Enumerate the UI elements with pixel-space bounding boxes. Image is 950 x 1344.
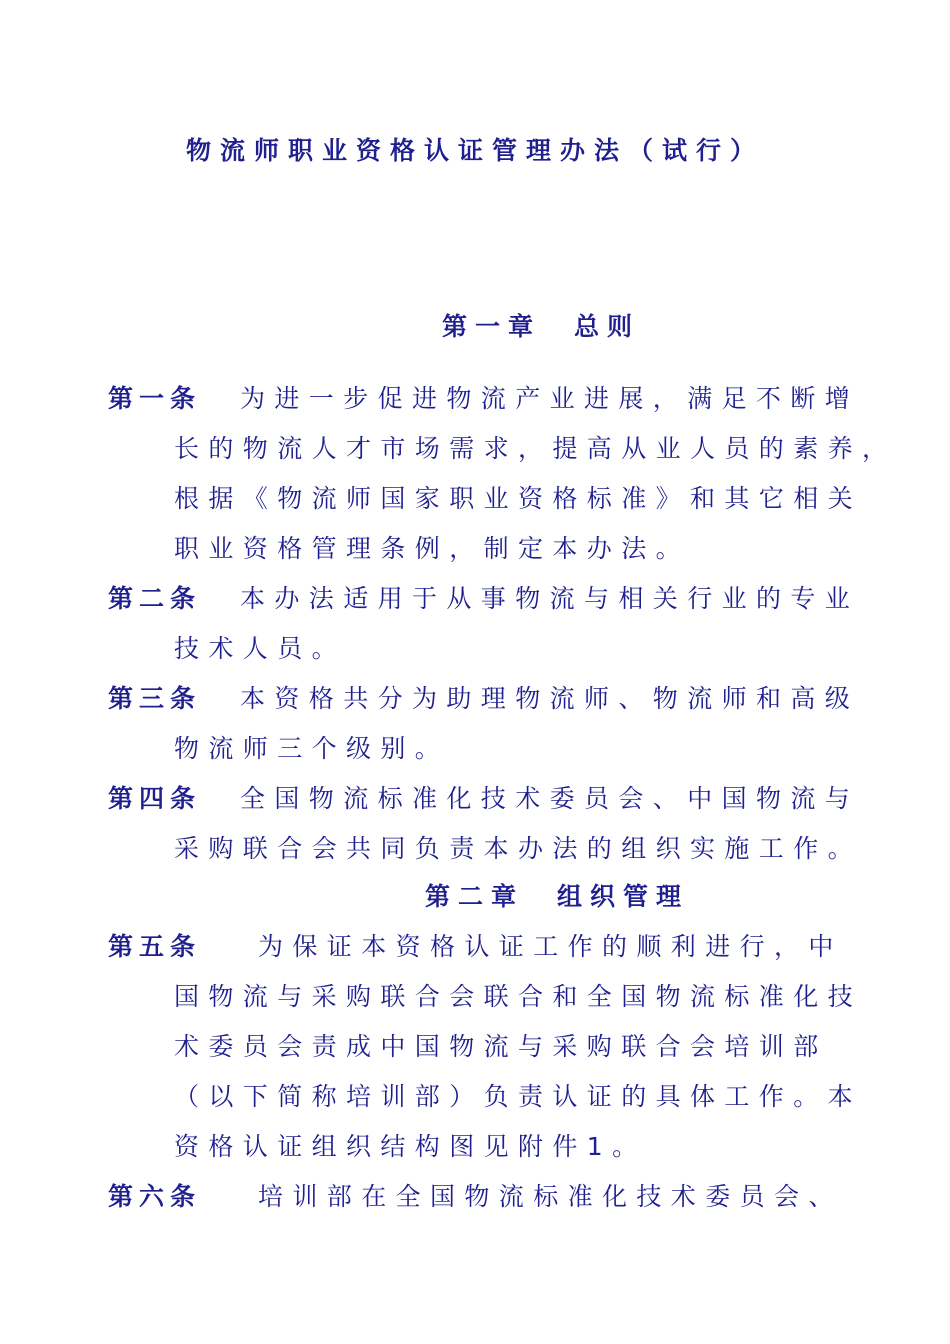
article-label: 第一条: [108, 384, 202, 413]
article-line: 技术人员。: [174, 634, 347, 663]
article-label: 第六条: [108, 1182, 202, 1211]
article-line: 本办法适用于从事物流与相关行业的专业: [240, 584, 860, 613]
article-line: 资格认证组织结构图见附件1。: [174, 1132, 647, 1161]
chapter-heading-2: 第二章 组织管理: [425, 882, 690, 911]
article-1: [108, 374, 897, 574]
article-line: 长的物流人才市场需求，提高从业人员的素养，: [174, 434, 897, 463]
article-5: [108, 922, 868, 1172]
article-label: 第五条: [108, 932, 202, 961]
article-3: [108, 674, 868, 774]
article-label: 第二条: [108, 584, 202, 613]
article-label: 第三条: [108, 684, 202, 713]
article-4: [108, 774, 868, 874]
article-6: [108, 1172, 868, 1222]
article-line: 物流师三个级别。: [174, 734, 450, 763]
article-line: 为进一步促进物流产业进展，满足不断增: [240, 384, 860, 413]
article-line: 国物流与采购联合会联合和全国物流标准化技: [174, 982, 863, 1011]
article-line: （以下简称培训部）负责认证的具体工作。本: [174, 1082, 863, 1111]
article-2: [108, 574, 868, 674]
article-line: 为保证本资格认证工作的顺利进行，中: [258, 932, 843, 961]
article-line: 根据《物流师国家职业资格标准》和其它相关: [174, 484, 863, 513]
document-title: 物流师职业资格认证管理办法（试行）: [185, 136, 764, 165]
article-line: 职业资格管理条例，制定本办法。: [174, 534, 691, 563]
article-line: 本资格共分为助理物流师、物流师和高级: [240, 684, 860, 713]
article-line: 全国物流标准化技术委员会、中国物流与: [240, 784, 860, 813]
article-line: 采购联合会共同负责本办法的组织实施工作。: [174, 834, 863, 863]
article-line: 培训部在全国物流标准化技术委员会、: [258, 1182, 843, 1211]
article-label: 第四条: [108, 784, 202, 813]
article-line: 术委员会责成中国物流与采购联合会培训部: [174, 1032, 828, 1061]
chapter-heading-1: 第一章 总则: [442, 312, 641, 341]
